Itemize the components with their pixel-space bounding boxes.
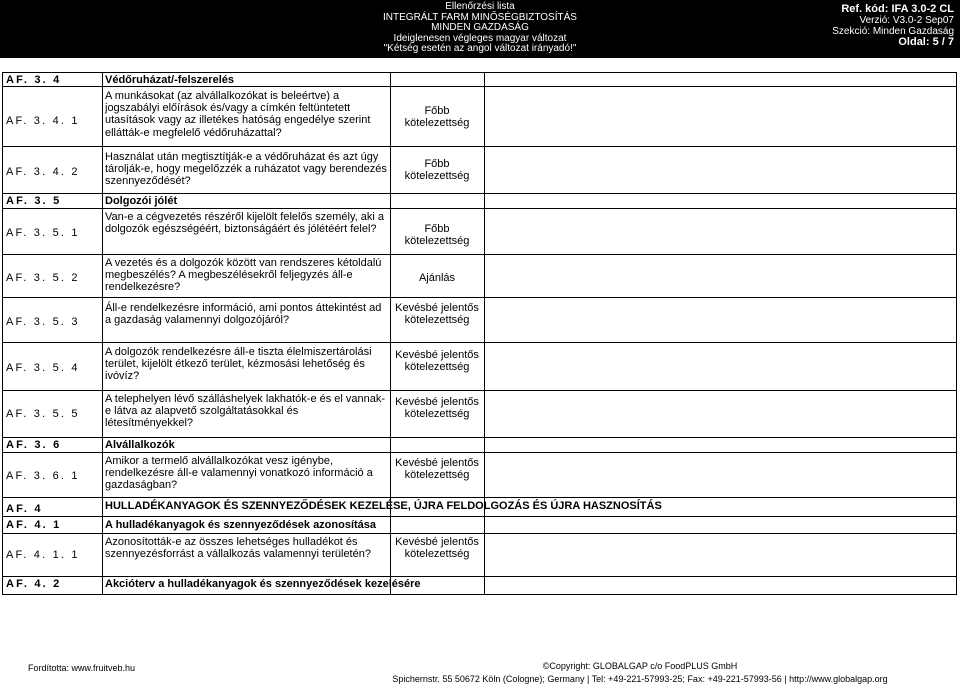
copyright-block bbox=[392, 660, 887, 686]
row-code: AF. 3. 6 bbox=[6, 439, 62, 451]
row-divider bbox=[2, 576, 957, 577]
question-text: A dolgozók rendelkezésre áll-e tiszta élelmiszertárolási terület, kijelölt étkező terület, kézmosási lehetőség és ivóvíz? bbox=[105, 346, 372, 383]
translator-credit: Fordította: www.fruitveb.hu bbox=[28, 663, 136, 673]
row-divider bbox=[2, 146, 957, 147]
row-code: AF. 3. 6. 1 bbox=[6, 470, 80, 482]
row-code: AF. 3. 4. 2 bbox=[6, 166, 80, 178]
row-divider bbox=[2, 297, 957, 298]
row-code: AF. 3. 5. 3 bbox=[6, 316, 80, 328]
row-code: AF. 4. 1 bbox=[6, 519, 62, 531]
row-divider bbox=[2, 208, 957, 209]
row-code: AF. 3. 5. 1 bbox=[6, 227, 80, 239]
row-divider bbox=[2, 437, 957, 438]
row-code: AF. 3. 4 bbox=[6, 74, 62, 86]
compliance-level: Kevésbé jelentős kötelezettség bbox=[395, 457, 479, 482]
question-text: A vezetés és a dolgozók között van rendszeres kétoldalú megbeszélés? A megbeszélésekről feljegyzés áll-e rendelkezésre? bbox=[105, 257, 382, 294]
row-code: AF. 3. 5. 2 bbox=[6, 272, 80, 284]
compliance-level: Kevésbé jelentős kötelezettség bbox=[395, 396, 479, 421]
section-title: HULLADÉKANYAGOK ÉS SZENNYEZŐDÉSEK KEZELÉSE, ÚJRA FELDOLGOZÁS ÉS ÚJRA HASZNOSÍTÁS bbox=[105, 500, 662, 512]
section-title: Védőruházat/-felszerelés bbox=[105, 74, 234, 86]
compliance-level: Főbb kötelezettség bbox=[404, 158, 470, 183]
row-divider bbox=[2, 254, 957, 255]
question-text: Használat után megtisztítják-e a védőruházat és azt úgy tárolják-e, hogy megelőzzék a ruházatot vagy berendezés szennyeződését? bbox=[105, 151, 387, 188]
header-line: MINDEN GAZDASÁG bbox=[431, 22, 529, 33]
row-divider bbox=[2, 342, 957, 343]
compliance-level: Kevésbé jelentős kötelezettség bbox=[395, 349, 479, 374]
row-code: AF. 4. 2 bbox=[6, 578, 62, 590]
header-meta-block bbox=[754, 4, 954, 48]
question-text: A munkásokat (az alvállalkozókat is beleértve) a jogszabályi előírások és/vagy a címkén feltüntetett utasítások vagy az illetékes hatóság engedélye szerint ellátták-e megfelelő védőruházattal? bbox=[105, 90, 371, 139]
row-divider bbox=[2, 516, 957, 517]
compliance-level: Kevésbé jelentős kötelezettség bbox=[395, 536, 479, 561]
header-line: Ellenőrzési lista bbox=[445, 1, 515, 12]
compliance-level: Kevésbé jelentős kötelezettség bbox=[395, 302, 479, 327]
version: Verzió: V3.0-2 Sep07 bbox=[859, 15, 954, 26]
row-divider bbox=[2, 86, 957, 87]
address-line: Spichernstr. 55 50672 Köln (Cologne); Germany | Tel: +49-221-57993-25; Fax: +49-221-57993-56 | http://www.globalgap.org bbox=[392, 674, 888, 684]
row-code: AF. 4 bbox=[6, 503, 43, 515]
row-divider bbox=[2, 193, 957, 194]
row-divider bbox=[2, 452, 957, 453]
section-title: Alvállalkozók bbox=[105, 439, 175, 451]
compliance-level: Főbb kötelezettség bbox=[404, 105, 470, 130]
row-divider bbox=[2, 533, 957, 534]
row-code: AF. 3. 5. 5 bbox=[6, 408, 80, 420]
row-code: AF. 3. 5. 4 bbox=[6, 362, 80, 374]
section-title: Dolgozói jólét bbox=[105, 195, 178, 207]
header-title-block bbox=[320, 2, 640, 55]
header-line: "Kétség esetén az angol változat irányadó!" bbox=[383, 43, 577, 54]
question-text: A telephelyen lévő szálláshelyek lakhatók-e és el vannak-e látva az alapvető szolgáltatásokkal és létesítményekkel? bbox=[105, 393, 386, 430]
section-title: Akcióterv a hulladékanyagok és szennyeződések kezelésére bbox=[105, 578, 421, 590]
row-code: AF. 3. 5 bbox=[6, 195, 62, 207]
question-text: Áll-e rendelkezésre információ, ami pontos áttekintést ad a gazdaság valamennyi dolgozójáról? bbox=[105, 302, 382, 327]
copyright-line: ©Copyright: GLOBALGAP c/o FoodPLUS GmbH bbox=[542, 661, 738, 671]
page-number: Oldal: 5 / 7 bbox=[898, 36, 954, 48]
section-title: A hulladékanyagok és szennyeződések azonosítása bbox=[105, 519, 377, 531]
row-code: AF. 4. 1. 1 bbox=[6, 549, 80, 561]
header-line: Ideiglenesen végleges magyar változat bbox=[393, 32, 567, 44]
question-text: Van-e a cégvezetés részéről kijelölt felelős személy, aki a dolgozók egészségéért, biztonságáért és jólétéért felel? bbox=[105, 211, 384, 236]
compliance-level: Ajánlás bbox=[418, 272, 456, 284]
row-code: AF. 3. 4. 1 bbox=[6, 115, 80, 127]
question-text: Azonosították-e az összes lehetséges hulladékot és szennyezésforrást a vállalkozás valamennyi területén? bbox=[105, 536, 371, 561]
ref-code: Ref. kód: IFA 3.0-2 CL bbox=[841, 3, 954, 15]
header-line: INTEGRÁLT FARM MINŐSÉGBIZTOSÍTÁS bbox=[383, 11, 577, 23]
question-text: Amikor a termelő alvállalkozókat vesz igénybe, rendelkezésre áll-e valamennyi vonatkozó információ a gazdaságban? bbox=[105, 455, 373, 492]
row-divider bbox=[2, 497, 957, 498]
row-divider bbox=[2, 390, 957, 391]
section-label: Szekció: Minden Gazdaság bbox=[832, 26, 954, 37]
compliance-level: Főbb kötelezettség bbox=[404, 223, 470, 248]
